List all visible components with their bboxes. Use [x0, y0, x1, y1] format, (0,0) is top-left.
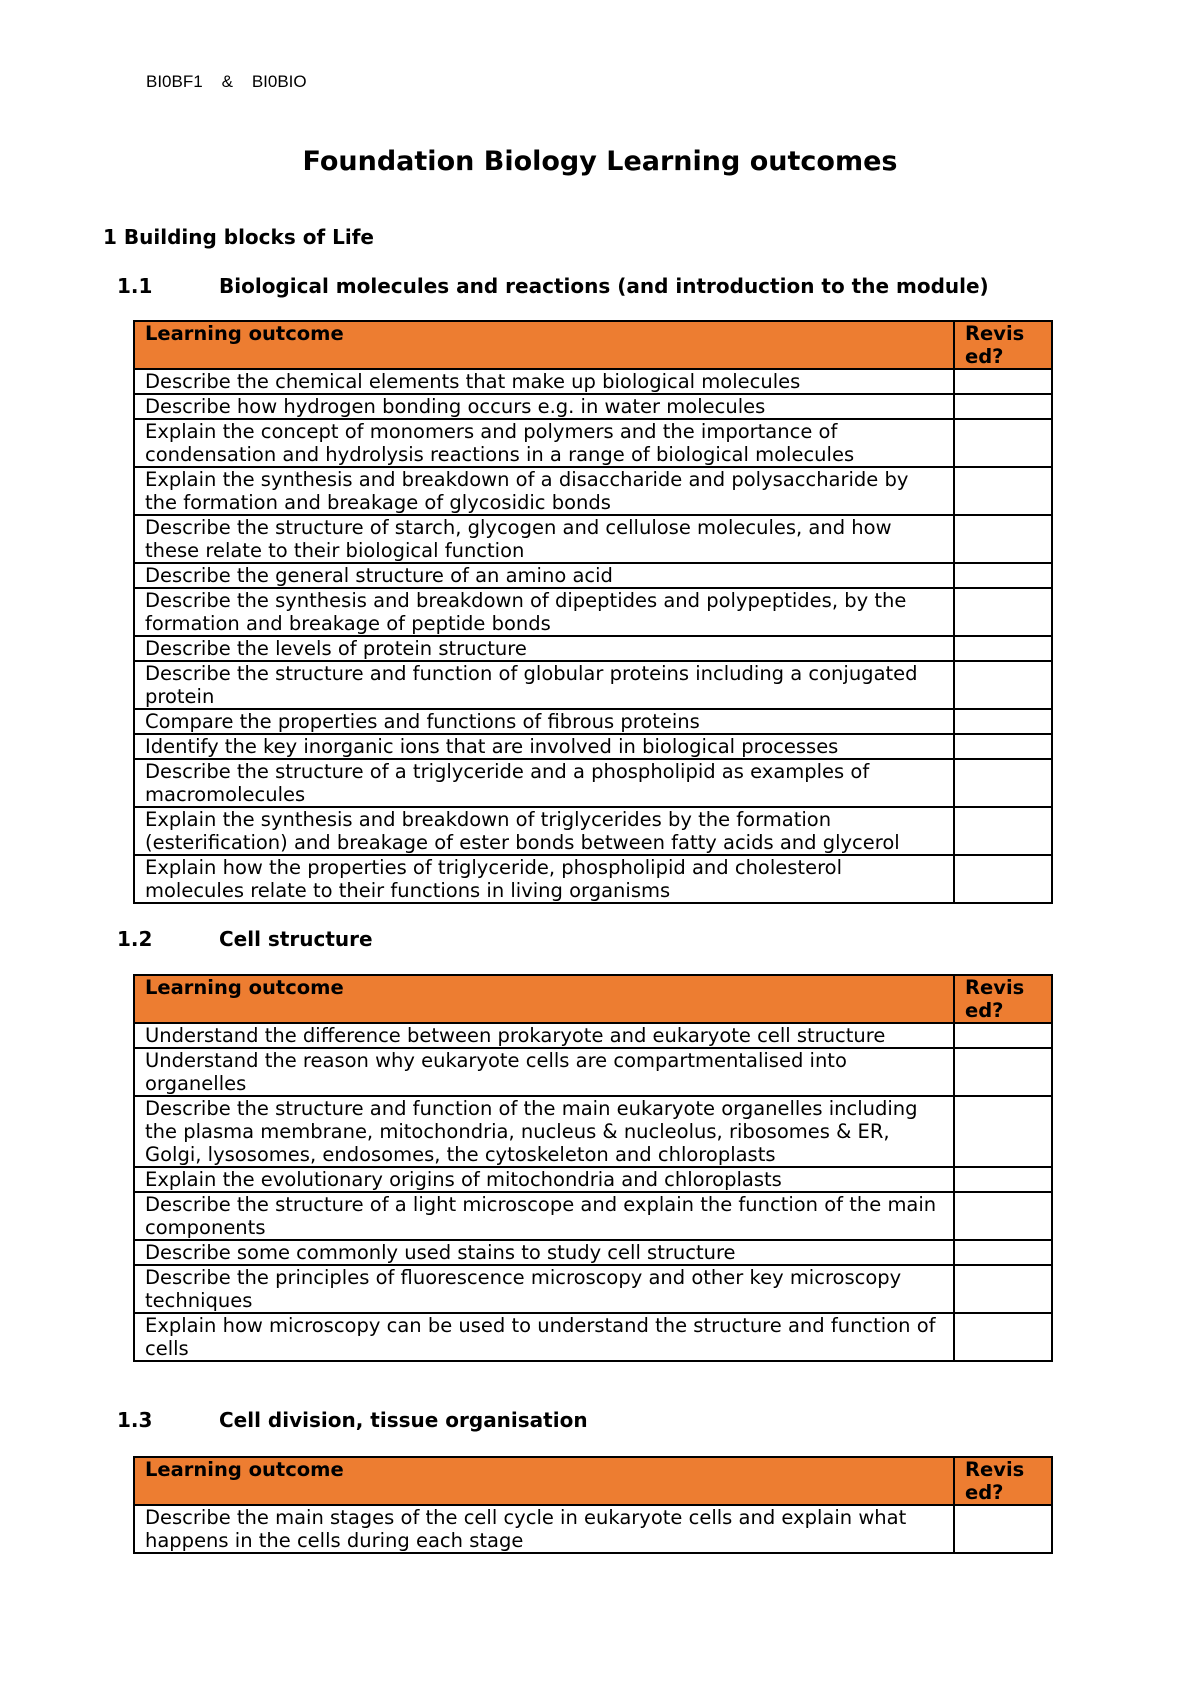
- section-number: 1.1: [117, 274, 153, 298]
- revised-checkbox-cell[interactable]: [954, 855, 1052, 903]
- header-learning-outcome: Learning outcome: [134, 1457, 954, 1505]
- revised-checkbox-cell[interactable]: [954, 1048, 1052, 1096]
- outcome-text: Explain the synthesis and breakdown of a disaccharide and polysaccharide by the formation and breakage of glycosidic bonds: [134, 467, 954, 515]
- outcome-text: Describe the structure of a light microscope and explain the function of the main components: [134, 1192, 954, 1240]
- table-row: [134, 636, 1052, 661]
- table-row: [134, 1096, 1052, 1167]
- revised-checkbox-cell[interactable]: [954, 369, 1052, 394]
- header-learning-outcome: Learning outcome: [134, 975, 954, 1023]
- outcome-text: Describe the structure and function of the main eukaryote organelles including the plasma membrane, mitochondria, nucleus & nucleolus, ribosomes & ER, Golgi, lysosomes, endosomes, the cytoskeleton and chloroplasts: [134, 1096, 954, 1167]
- outcome-text: Describe how hydrogen bonding occurs e.g. in water molecules: [134, 394, 954, 419]
- header-learning-outcome: Learning outcome: [134, 321, 954, 369]
- table-row: [134, 1048, 1052, 1096]
- revised-checkbox-cell[interactable]: [954, 1023, 1052, 1048]
- section-heading-1-1: [117, 274, 989, 298]
- page-title: Foundation Biology Learning outcomes: [302, 146, 898, 177]
- outcome-text: Describe the general structure of an amino acid: [134, 563, 954, 588]
- table-row: [134, 588, 1052, 636]
- revised-checkbox-cell[interactable]: [954, 734, 1052, 759]
- outcome-text: Describe the structure of a triglyceride and a phospholipid as examples of macromolecules: [134, 759, 954, 807]
- revised-checkbox-cell[interactable]: [954, 588, 1052, 636]
- outcome-text: Explain how the properties of triglyceride, phospholipid and cholesterol molecules relate to their functions in living organisms: [134, 855, 954, 903]
- header-revised: Revis ed?: [954, 975, 1052, 1023]
- outcome-text: Understand the reason why eukaryote cells are compartmentalised into organelles: [134, 1048, 954, 1096]
- table-row: [134, 419, 1052, 467]
- section-number: 1.3: [117, 1408, 153, 1432]
- outcomes-table-1-2: [133, 974, 1053, 1362]
- table-row: [134, 807, 1052, 855]
- revised-checkbox-cell[interactable]: [954, 1096, 1052, 1167]
- outcome-text: Compare the properties and functions of fibrous proteins: [134, 709, 954, 734]
- revised-checkbox-cell[interactable]: [954, 515, 1052, 563]
- revised-checkbox-cell[interactable]: [954, 661, 1052, 709]
- table-row: [134, 1192, 1052, 1240]
- table-row: [134, 759, 1052, 807]
- table-row: [134, 709, 1052, 734]
- revised-checkbox-cell[interactable]: [954, 563, 1052, 588]
- section-heading-1-2: [117, 927, 373, 951]
- table-header-row: [134, 1457, 1052, 1505]
- revised-checkbox-cell[interactable]: [954, 759, 1052, 807]
- section-title: Cell structure: [219, 927, 373, 951]
- revised-checkbox-cell[interactable]: [954, 636, 1052, 661]
- outcome-text: Identify the key inorganic ions that are involved in biological processes: [134, 734, 954, 759]
- outcome-text: Describe the principles of fluorescence microscopy and other key microscopy techniques: [134, 1265, 954, 1313]
- outcome-text: Explain the evolutionary origins of mitochondria and chloroplasts: [134, 1167, 954, 1192]
- outcome-text: Describe the synthesis and breakdown of dipeptides and polypeptides, by the formation and breakage of peptide bonds: [134, 588, 954, 636]
- table-row: [134, 1023, 1052, 1048]
- revised-checkbox-cell[interactable]: [954, 1167, 1052, 1192]
- table-row: [134, 369, 1052, 394]
- outcome-text: Describe the chemical elements that make up biological molecules: [134, 369, 954, 394]
- table-row: [134, 1240, 1052, 1265]
- header-revised: Revis ed?: [954, 1457, 1052, 1505]
- revised-checkbox-cell[interactable]: [954, 1240, 1052, 1265]
- table-row: [134, 855, 1052, 903]
- section-number: 1.2: [117, 927, 153, 951]
- table-row: [134, 1265, 1052, 1313]
- revised-checkbox-cell[interactable]: [954, 709, 1052, 734]
- section-title: Cell division, tissue organisation: [219, 1408, 588, 1432]
- table-row: [134, 394, 1052, 419]
- outcomes-table-1-3: [133, 1456, 1053, 1554]
- section-title: Biological molecules and reactions (and introduction to the module): [219, 274, 989, 298]
- revised-checkbox-cell[interactable]: [954, 467, 1052, 515]
- table-row: [134, 515, 1052, 563]
- outcomes-table-1-1: [133, 320, 1053, 904]
- revised-checkbox-cell[interactable]: [954, 1313, 1052, 1361]
- revised-checkbox-cell[interactable]: [954, 394, 1052, 419]
- outcome-text: Describe the levels of protein structure: [134, 636, 954, 661]
- table-header-row: [134, 321, 1052, 369]
- outcome-text: Explain the concept of monomers and polymers and the importance of condensation and hydrolysis reactions in a range of biological molecules: [134, 419, 954, 467]
- table-row: [134, 467, 1052, 515]
- revised-checkbox-cell[interactable]: [954, 1265, 1052, 1313]
- table-row: [134, 1313, 1052, 1361]
- outcome-text: Describe some commonly used stains to study cell structure: [134, 1240, 954, 1265]
- chapter-heading: 1 Building blocks of Life: [103, 225, 374, 249]
- revised-checkbox-cell[interactable]: [954, 1505, 1052, 1553]
- table-row: [134, 1505, 1052, 1553]
- course-code: BI0BF1 & BI0BIO: [146, 72, 307, 91]
- outcome-text: Describe the structure and function of globular proteins including a conjugated protein: [134, 661, 954, 709]
- outcome-text: Explain how microscopy can be used to understand the structure and function of cells: [134, 1313, 954, 1361]
- outcome-text: Describe the main stages of the cell cycle in eukaryote cells and explain what happens in the cells during each stage: [134, 1505, 954, 1553]
- table-row: [134, 1167, 1052, 1192]
- table-row: [134, 563, 1052, 588]
- table-header-row: [134, 975, 1052, 1023]
- header-revised: Revis ed?: [954, 321, 1052, 369]
- table-row: [134, 661, 1052, 709]
- table-row: [134, 734, 1052, 759]
- revised-checkbox-cell[interactable]: [954, 807, 1052, 855]
- outcome-text: Understand the difference between prokaryote and eukaryote cell structure: [134, 1023, 954, 1048]
- outcome-text: Describe the structure of starch, glycogen and cellulose molecules, and how these relate to their biological function: [134, 515, 954, 563]
- revised-checkbox-cell[interactable]: [954, 419, 1052, 467]
- outcome-text: Explain the synthesis and breakdown of triglycerides by the formation (esterification) and breakage of ester bonds between fatty acids and glycerol: [134, 807, 954, 855]
- revised-checkbox-cell[interactable]: [954, 1192, 1052, 1240]
- section-heading-1-3: [117, 1408, 588, 1432]
